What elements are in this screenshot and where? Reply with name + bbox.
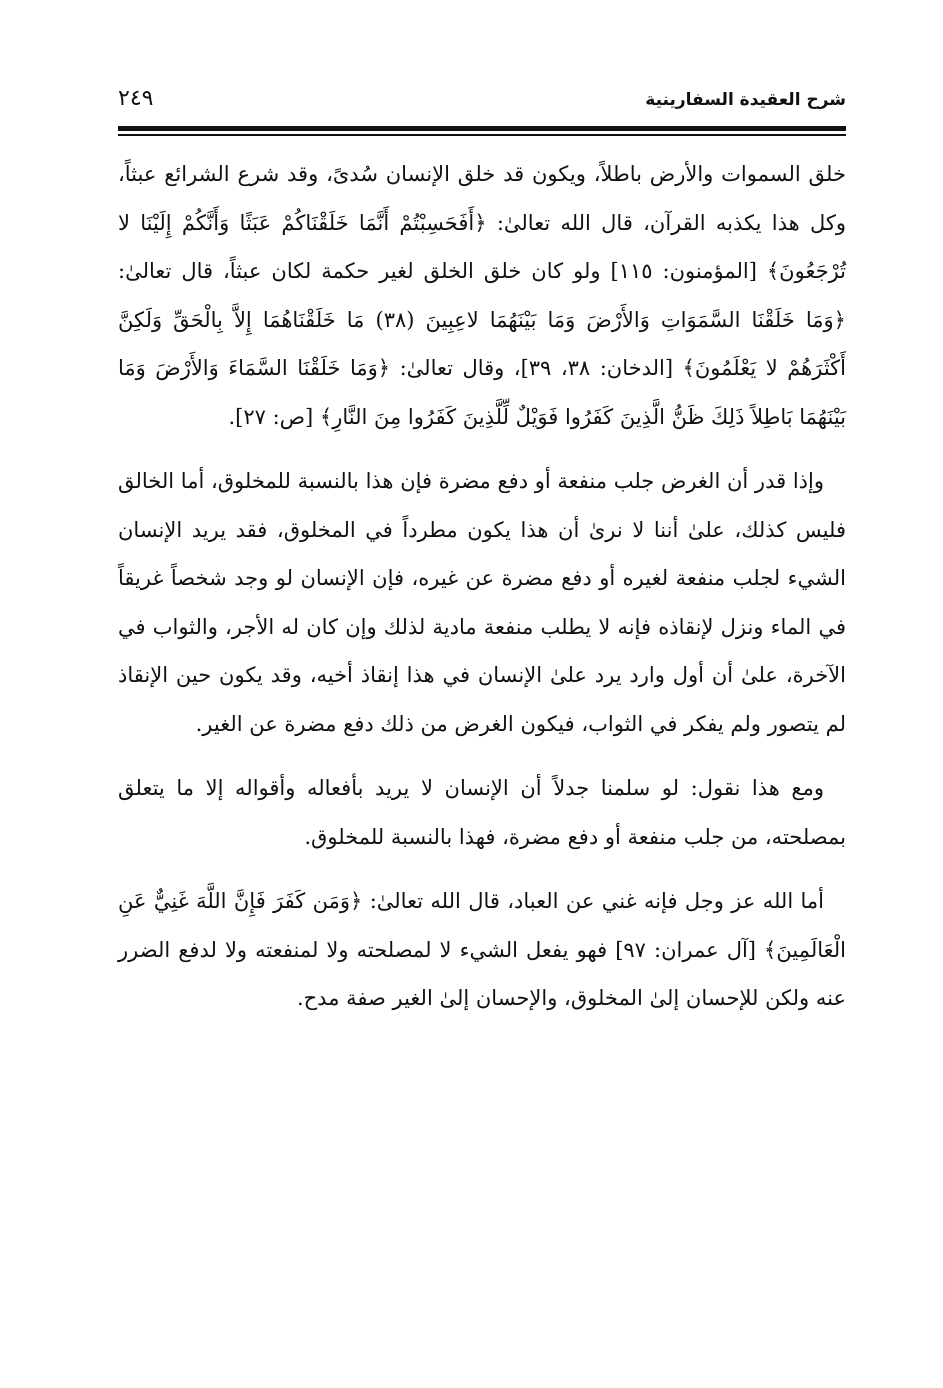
header-rule-thick [118, 126, 846, 131]
paragraph-2: وإذا قدر أن الغرض جلب منفعة أو دفع مضرة فإن هذا بالنسبة للمخلوق، أما الخالق فليس كذلك، علىٰ أننا لا نرىٰ أن هذا يكون مطرداً في المخلوق، فقد يريد الإنسان الشيء لجلب منفعة لغيره أو دفع مضرة عن غيره، فإن الإنسان لو وجد شخصاً غريقاً في الماء ونزل لإنقاذه فإنه لا يطلب منفعة مادية لذلك وإن كان له الأجر، والثواب في الآخرة، علىٰ أن أول وارد يرد علىٰ الإنسان في هذا إنقاذ أخيه، وقد يكون حين الإنقاذ لم يتصور ولم يفكر في الثواب، فيكون الغرض من ذلك دفع مضرة عن الغير. [118, 469, 846, 736]
header-rule-thin [118, 134, 846, 136]
running-title: شرح العقيدة السفارينية [645, 90, 846, 110]
paragraph-3: ومع هذا نقول: لو سلمنا جدلاً أن الإنسان لا يريد بأفعاله وأقواله إلا ما يتعلق بمصلحته، من جلب منفعة أو دفع مضرة، فهذا بالنسبة للمخلوق. [118, 776, 846, 849]
body-text [118, 150, 846, 1039]
page-number: ٢٤٩ [118, 86, 154, 111]
paragraph-1: خلق السموات والأرض باطلاً، ويكون قد خلق الإنسان سُدىً، وقد شرع الشرائع عبثاً، وكل هذا يكذبه القرآن، قال الله تعالىٰ: ﴿أَفَحَسِبْتُمْ أَنَّمَا خَلَقْنَاكُمْ عَبَثًا وَأَنَّكُمْ إِلَيْنَا لا تُرْجَعُونَ﴾ [المؤمنون: ١١٥] ولو كان خلق الخلق لغير حكمة لكان عبثاً، قال تعالىٰ: ﴿وَمَا خَلَقْنَا السَّمَوَاتِ وَالأَرْضَ وَمَا بَيْنَهُمَا لاعِبِينَ (٣٨) مَا خَلَقْنَاهُمَا إِلاَّ بِالْحَقِّ وَلَكِنَّ أَكْثَرَهُمْ لا يَعْلَمُونَ﴾ [الدخان: ٣٨، ٣٩]، وقال تعالىٰ: ﴿وَمَا خَلَقْنَا السَّمَاءَ وَالأَرْضَ وَمَا بَيْنَهُمَا بَاطِلاً ذَلِكَ ظَنُّ الَّذِينَ كَفَرُوا فَوَيْلٌ لِّلَّذِينَ كَفَرُوا مِنَ النَّارِ﴾ [ص: ٢٧]. [118, 162, 847, 429]
paragraph-4: أما الله عز وجل فإنه غني عن العباد، قال الله تعالىٰ: ﴿وَمَن كَفَرَ فَإِنَّ اللَّهَ غَنِيٌّ عَنِ الْعَالَمِينَ﴾ [آل عمران: ٩٧] فهو يفعل الشيء لا لمصلحته ولا لمنفعته ولا لدفع الضرر عنه ولكن للإحسان إلىٰ المخلوق، والإحسان إلىٰ الغير صفة مدح. [118, 889, 846, 1010]
page-header [118, 78, 846, 122]
